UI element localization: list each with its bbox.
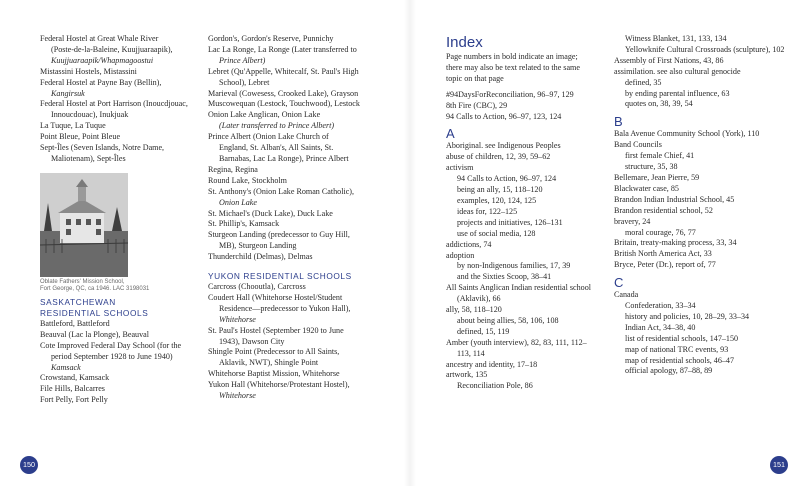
index-entry: Federal Hostel at Port Harrison (Inoucdjouac, <box>40 99 188 109</box>
index-entry: and the Sixties Scoop, 38–41 <box>457 272 552 282</box>
index-entry: Cote Improved Federal Day School (for the <box>40 340 182 350</box>
index-entries <box>446 52 606 392</box>
index-entry: ally, 58, 118–120 <box>446 305 502 315</box>
index-entry: map of residential schools, 46–47 <box>625 355 735 365</box>
index-entry: St. Phillip's, Kamsack <box>208 219 280 229</box>
index-entry: Bryce, Peter (Dr.), report of, 77 <box>614 260 716 270</box>
index-entry: St. Anthony's (Onion Lake Roman Catholic), <box>208 186 355 196</box>
index-entry: Round Lake, Stockholm <box>208 175 287 185</box>
index-entry: Confederation, 33–34 <box>625 301 696 311</box>
index-entry: Muscowequan (Lestock, Touchwood), Lestock <box>208 99 360 109</box>
mission-school-photo <box>40 173 128 277</box>
index-entry: 113, 114 <box>457 348 485 358</box>
right-column-1 <box>446 34 606 392</box>
index-entry: Aklavik, NWT), Shingle Point <box>219 358 319 368</box>
index-entry: Yukon Hall (Whitehorse/Protestant Hostel), <box>208 380 350 390</box>
index-entry: defined, 35 <box>625 77 662 87</box>
index-entry: Lac La Ronge, La Ronge (Later transferred to <box>208 44 357 54</box>
index-entry: assimilation. see also cultural genocide <box>614 66 741 76</box>
page-gutter <box>404 0 416 486</box>
photo-caption-line: Oblate Fathers' Mission School, <box>40 278 125 285</box>
index-letter-heading: C <box>614 275 624 291</box>
index-entry: activism <box>446 163 474 173</box>
index-entry: Witness Blanket, 131, 133, 134 <box>625 34 727 43</box>
index-entry: Carcross (Chooutla), Carcross <box>208 282 306 292</box>
index-entry: Bellemare, Jean Pierre, 59 <box>614 172 700 182</box>
index-entry: St. Paul's Hostel (September 1920 to June <box>208 325 344 335</box>
index-entry: Kangirsuk <box>51 88 85 98</box>
index-entry: Canada <box>614 290 639 300</box>
yukon-school-list <box>208 282 398 402</box>
index-entry: MB), Sturgeon Landing <box>219 241 297 251</box>
index-entry: Maliotenam), Sept-Îles <box>51 153 126 163</box>
index-entry: Brandon Indian Industrial School, 45 <box>614 194 735 204</box>
index-entry: Onion Lake <box>219 197 257 207</box>
index-entry: Whitehorse Baptist Mission, Whitehorse <box>208 369 340 379</box>
index-entry: Sturgeon Landing (predecessor to Guy Hill, <box>208 230 350 240</box>
index-entry: addictions, 74 <box>446 239 492 249</box>
index-entry: examples, 120, 124, 125 <box>457 195 537 205</box>
index-entry: 94 Calls to Action, 96–97, 124 <box>457 174 557 184</box>
index-entry: British North America Act, 33 <box>614 249 712 259</box>
index-entry: Residence—predecessor to Yukon Hall), <box>219 303 351 313</box>
index-entry: structure, 35, 38 <box>625 162 678 172</box>
index-entry: Marieval (Cowesess, Crooked Lake), Grayson <box>208 88 359 98</box>
quebec-school-list <box>40 34 200 165</box>
index-entry: by non-Indigenous families, 17, 39 <box>457 261 571 271</box>
right-column-2 <box>614 34 784 377</box>
index-entry: bravery, 24 <box>614 216 651 226</box>
index-entry: defined, 15, 119 <box>457 326 510 336</box>
index-entry: Mistassini Hostels, Mistassini <box>40 66 137 76</box>
saskatchewan-school-list-continued <box>208 34 398 263</box>
index-entry: Fort Pelly, Fort Pelly <box>40 395 108 405</box>
index-entry: artwork, 135 <box>446 370 488 380</box>
index-entry: history and policies, 10, 28–29, 33–34 <box>625 311 750 321</box>
index-entry: St. Michael's (Duck Lake), Duck Lake <box>208 208 333 218</box>
index-entry: quotes on, 38, 39, 54 <box>625 99 693 109</box>
index-entry: Sept-Îles (Seven Islands, Notre Dame, <box>40 143 165 153</box>
index-entry: moral courage, 76, 77 <box>625 227 696 237</box>
left-column-1 <box>40 34 200 406</box>
index-entry: Brandon residential school, 52 <box>614 205 713 215</box>
index-entry: 94 Calls to Action, 96–97, 123, 124 <box>446 111 562 121</box>
index-entry: Coudert Hall (Whitehorse Hostel/Student <box>208 292 343 302</box>
index-entry: School), Lebret <box>219 77 270 87</box>
index-entry: Crowstand, Kamsack <box>40 373 110 383</box>
index-entry: Band Councils <box>614 140 662 150</box>
index-entry: first female Chief, 41 <box>625 151 695 161</box>
index-entry: Aboriginal. see Indigenous Peoples <box>446 141 561 151</box>
index-entry: Point Bleue, Point Bleue <box>40 132 121 142</box>
index-entry: use of social media, 128 <box>457 228 536 238</box>
index-entry: Kuujjuaraapik/Whapmagoostui <box>51 55 154 65</box>
index-entry: map of national TRC events, 93 <box>625 344 729 354</box>
index-entry: Britain, treaty-making process, 33, 34 <box>614 238 737 248</box>
index-entry: Page numbers in bold indicate an image; <box>446 52 578 61</box>
index-entry: Whitehorse <box>219 314 256 324</box>
index-entry: Assembly of First Nations, 43, 86 <box>614 55 724 65</box>
index-entry: Whitehorse <box>219 391 256 401</box>
index-entry: Indian Act, 34–38, 40 <box>625 322 696 332</box>
building-photo-icon <box>40 173 128 277</box>
index-entry: projects and initiatives, 126–131 <box>457 217 563 227</box>
left-column-2 <box>208 34 398 402</box>
index-entry: 8th Fire (CBC), 29 <box>446 100 508 110</box>
index-entry: Innoucdouac), Inukjuak <box>51 110 129 120</box>
index-entry: Reconciliation Pole, 86 <box>457 381 533 391</box>
index-title: Index <box>446 34 483 51</box>
index-entry: 1943), Dawson City <box>219 336 285 346</box>
index-entry: Bala Avenue Community School (York), 110 <box>614 129 760 139</box>
page-number-right: 151 <box>770 456 788 474</box>
index-entry: adoption <box>446 250 475 260</box>
index-entry: Prince Albert) <box>219 55 266 65</box>
index-entries-continued <box>614 34 784 377</box>
index-letter-heading: A <box>446 126 455 142</box>
heading-line: RESIDENTIAL SCHOOLS <box>40 307 149 318</box>
page-number-left: 150 <box>20 456 38 474</box>
index-entry: Federal Hostel at Great Whale River <box>40 34 159 43</box>
index-entry: Onion Lake Anglican, Onion Lake <box>208 110 321 120</box>
saskatchewan-heading <box>40 297 200 319</box>
index-entry: being an ally, 15, 118–120 <box>457 185 543 195</box>
index-entry: ideas for, 122–125 <box>457 206 518 216</box>
index-entry: (Later transferred to Prince Albert) <box>219 121 335 131</box>
index-entry: official apology, 87–88, 89 <box>625 366 713 376</box>
index-entry: about being allies, 58, 106, 108 <box>457 315 559 325</box>
index-entry: Yellowknife Cultural Crossroads (sculpture), 102 <box>625 44 785 54</box>
index-entry: abuse of children, 12, 39, 59–62 <box>446 152 551 162</box>
index-entry: File Hills, Balcarres <box>40 384 105 394</box>
index-entry: there may also be text related to the same <box>446 62 580 72</box>
saskatchewan-school-list <box>40 319 200 406</box>
index-entry: list of residential schools, 147–150 <box>625 333 739 343</box>
index-entry: Kamsack <box>51 362 81 372</box>
index-entry: All Saints Anglican Indian residential school <box>446 283 591 293</box>
index-entry: topic on that page <box>446 73 504 83</box>
index-entry: Prince Albert (Onion Lake Church of <box>208 132 329 142</box>
index-entry: Federal Hostel at Payne Bay (Bellin), <box>40 77 162 87</box>
index-entry: (Poste-de-la-Baleine, Kuujjuaraapik), <box>51 44 173 54</box>
index-entry: Amber (youth interview), 82, 83, 111, 112– <box>446 337 587 347</box>
index-entry: #94DaysForReconciliation, 96–97, 129 <box>446 89 574 99</box>
index-entry: Beauval (Lac la Plonge), Beauval <box>40 329 149 339</box>
index-entry: Thunderchild (Delmas), Delmas <box>208 252 313 262</box>
index-entry: Blackwater case, 85 <box>614 183 679 193</box>
index-entry: Battleford, Battleford <box>40 318 110 328</box>
index-entry: Regina, Regina <box>208 164 258 174</box>
index-entry: Barnabas, Lac La Ronge), Prince Albert <box>219 153 349 163</box>
index-letter-heading: B <box>614 114 623 130</box>
index-entry: Shingle Point (Predecessor to All Saints, <box>208 347 340 357</box>
index-entry: by ending parental influence, 63 <box>625 88 730 98</box>
index-entry: ancestry and identity, 17–18 <box>446 359 538 369</box>
index-entry: La Tuque, La Tuque <box>40 121 106 131</box>
index-entry: Gordon's, Gordon's Reserve, Punnichy <box>208 34 334 43</box>
index-entry: England, St. Alban's, All Saints, St. <box>219 143 334 153</box>
photo-caption-line: Fort George, QC, ca 1946. LAC 3198031 <box>40 286 150 293</box>
photo-caption <box>40 279 200 294</box>
index-entry: (Aklavik), 66 <box>457 294 501 304</box>
yukon-heading: YUKON RESIDENTIAL SCHOOLS <box>208 271 352 282</box>
index-entry: Lebret (Qu'Appelle, Whitecalf, St. Paul's High <box>208 66 359 76</box>
heading-line: SASKATCHEWAN <box>40 296 116 307</box>
index-entry: period September 1928 to June 1940) <box>51 351 173 361</box>
